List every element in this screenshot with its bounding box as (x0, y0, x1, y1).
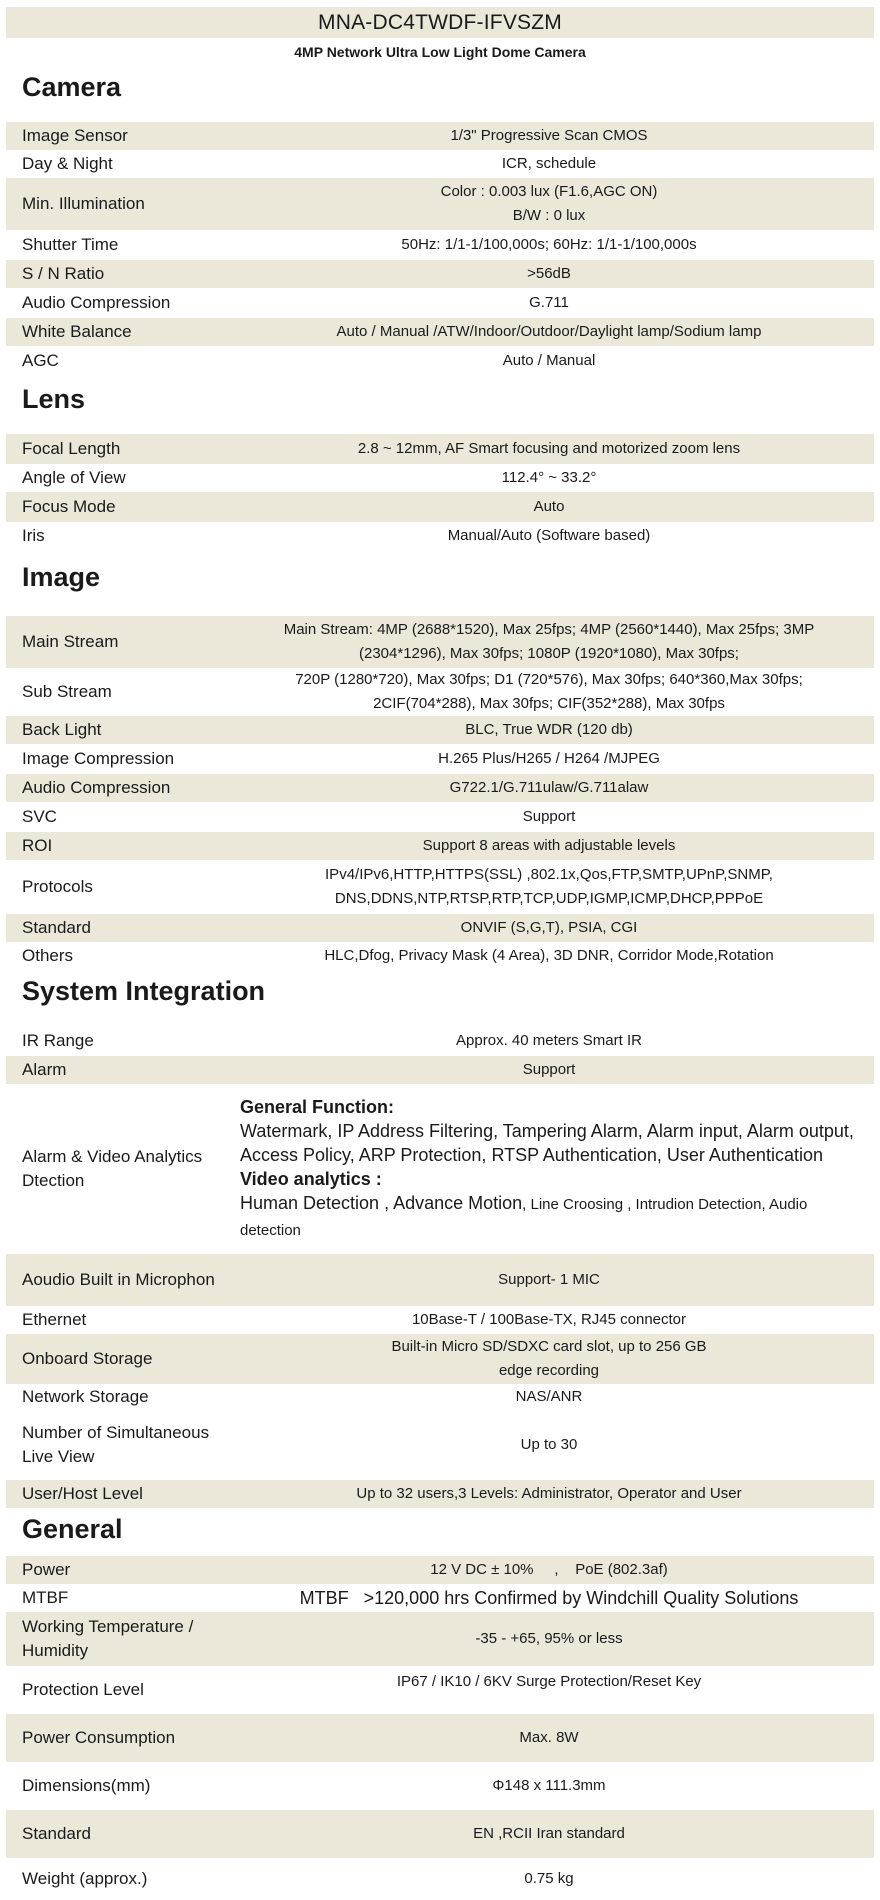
spec-value: Up to 32 users,3 Levels: Administrator, Operator and User (356, 1485, 742, 1502)
spec-label: Day & Night (22, 154, 113, 173)
spec-label: Iris (22, 526, 45, 545)
spec-value-line: B/W : 0 lux (512, 207, 586, 224)
spec-row (6, 744, 874, 774)
spec-value: 10Base-T / 100Base-TX, RJ45 connector (411, 1311, 687, 1328)
spec-row (6, 860, 874, 914)
spec-value: Up to 30 (520, 1436, 578, 1453)
section-lens: Lens (22, 384, 86, 414)
spec-row (6, 1612, 874, 1666)
spec-label: User/Host Level (22, 1484, 143, 1503)
spec-label: Working Temperature / Humidity (22, 1617, 194, 1660)
video-analytics-heading: Video analytics : (240, 1169, 382, 1189)
spec-row (6, 522, 874, 550)
spec-value: Auto / Manual /ATW/Indoor/Outdoor/Daylight lamp/Sodium lamp (336, 323, 762, 340)
spec-label: SVC (22, 807, 57, 826)
spec-row (6, 288, 874, 318)
section-image: Image (22, 562, 101, 592)
spec-value: 12 V DC ± 10% , PoE (802.3af) (430, 1561, 668, 1578)
spec-label: ROI (22, 836, 53, 855)
spec-row (6, 668, 874, 716)
section-camera: Camera (22, 72, 122, 102)
spec-label: AGC (22, 351, 59, 370)
spec-label: Main Stream (22, 632, 119, 651)
spec-row (6, 1384, 874, 1410)
video-analytics-extra: , Line Croosing , Intrudion Detection, Audio detection (240, 1196, 808, 1239)
spec-label: IR Range (22, 1031, 94, 1050)
spec-value: Auto / Manual (502, 352, 596, 369)
spec-value-line: (2304*1296), Max 30fps; 1080P (1920*1080), Max 30fps; (359, 645, 739, 662)
spec-label: Dimensions(mm) (22, 1776, 151, 1795)
spec-value-line: Main Stream: 4MP (2688*1520), Max 25fps; 4MP (2560*1440), Max 25fps; 3MP (283, 621, 815, 638)
spec-value-line: edge recording (498, 1362, 600, 1379)
spec-row (6, 616, 874, 668)
spec-value: Φ148 x 111.3mm (492, 1777, 606, 1794)
spec-value: BLC, True WDR (120 db) (465, 721, 633, 738)
spec-row (6, 1810, 874, 1858)
spec-label: Audio Compression (22, 293, 171, 312)
spec-row (6, 1410, 874, 1480)
spec-row (6, 1666, 874, 1714)
spec-value-line: 720P (1280*720), Max 30fps; D1 (720*576), Max 30fps; 640*360,Max 30fps; (295, 671, 803, 688)
spec-label: Sub Stream (22, 682, 112, 701)
video-analytics-text (240, 1191, 862, 1243)
spec-row (6, 1480, 874, 1508)
spec-label: Angle of View (22, 468, 126, 487)
spec-value: ICR, schedule (501, 155, 597, 172)
spec-value: 2.8 ~ 12mm, AF Smart focusing and motorized zoom lens (357, 440, 741, 457)
spec-value-line: DNS,DDNS,NTP,RTSP,RTP,TCP,UDP,IGMP,ICMP,DHCP,PPPoE (334, 890, 764, 907)
spec-row (6, 346, 874, 376)
product-subtitle: 4MP Network Ultra Low Light Dome Camera (294, 44, 586, 60)
spec-label: Standard (22, 918, 91, 937)
spec-label: Image Sensor (22, 126, 128, 145)
spec-row (6, 1556, 874, 1584)
spec-row (6, 1084, 874, 1254)
spec-row (6, 178, 874, 230)
spec-row (6, 1714, 874, 1762)
spec-row (6, 492, 874, 522)
analytics-description (240, 1084, 862, 1254)
spec-value (236, 178, 862, 230)
spec-row (6, 1056, 874, 1084)
spec-value: -35 - +65, 95% or less (475, 1630, 623, 1647)
spec-label: Image Compression (22, 749, 175, 768)
spec-label: Alarm (22, 1060, 67, 1079)
spec-label: Ethernet (22, 1310, 87, 1329)
spec-label: Power (22, 1560, 71, 1579)
spec-label: Focus Mode (22, 497, 116, 516)
spec-value (236, 668, 862, 716)
spec-label: Standard (22, 1824, 91, 1843)
video-analytics-main: Human Detection , Advance Motion (240, 1193, 523, 1213)
spec-label: Aoudio Built in Microphon (22, 1270, 215, 1289)
general-function-heading: General Function: (240, 1097, 395, 1117)
spec-value: Max. 8W (519, 1729, 579, 1746)
model-title: MNA-DC4TWDF-IFVSZM (318, 11, 562, 34)
spec-label: Audio Compression (22, 778, 171, 797)
spec-row (6, 318, 874, 346)
general-function-text: Watermark, IP Address Filtering, Tampering Alarm, Alarm input, Alarm output, Access Policy, ARP Protection, RTSP Authentication, User Authentication (240, 1121, 854, 1165)
spec-row (6, 716, 874, 744)
spec-row (6, 1762, 874, 1810)
spec-row (6, 1334, 874, 1384)
spec-value: MTBF >120,000 hrs Confirmed by Windchill Quality Solutions (299, 1588, 799, 1608)
spec-label: Onboard Storage (22, 1349, 153, 1368)
spec-value-line: Color : 0.003 lux (F1.6,AGC ON) (440, 183, 658, 200)
spec-label: Min. Illumination (22, 194, 145, 213)
spec-label: Alarm & Video Analytics Dtection (22, 1147, 203, 1190)
spec-value: G.711 (529, 294, 569, 311)
spec-value: NAS/ANR (515, 1388, 583, 1405)
spec-label: MTBF (22, 1588, 69, 1607)
spec-value (236, 616, 862, 668)
spec-label: White Balance (22, 322, 132, 341)
spec-label: Protection Level (22, 1680, 144, 1699)
spec-row (6, 1858, 874, 1900)
spec-value: Support- 1 MIC (498, 1271, 600, 1288)
spec-row (6, 260, 874, 288)
spec-row (6, 122, 874, 150)
spec-value: 50Hz: 1/1-1/100,000s; 60Hz: 1/1-1/100,000s (401, 236, 697, 253)
spec-label: Shutter Time (22, 235, 119, 254)
spec-label: Weight (approx.) (22, 1869, 148, 1888)
spec-row (6, 1306, 874, 1334)
spec-value: Support 8 areas with adjustable levels (422, 837, 676, 854)
spec-row (6, 434, 874, 464)
spec-value: >56dB (527, 265, 571, 282)
spec-value: Auto (533, 498, 565, 515)
spec-value: H.265 Plus/H265 / H264 /MJPEG (438, 750, 660, 767)
spec-value: ONVIF (S,G,T), PSIA, CGI (460, 919, 638, 936)
spec-row (6, 230, 874, 260)
spec-label: Protocols (22, 877, 93, 896)
spec-value (236, 1334, 862, 1384)
spec-row (6, 774, 874, 802)
spec-label: Focal Length (22, 439, 121, 458)
spec-value-line: Built-in Micro SD/SDXC card slot, up to 256 GB (391, 1338, 707, 1355)
spec-row (6, 914, 874, 942)
spec-label: S / N Ratio (22, 264, 105, 283)
spec-value: Approx. 40 meters Smart IR (456, 1032, 642, 1049)
spec-row (6, 1584, 874, 1612)
spec-value: HLC,Dfog, Privacy Mask (4 Area), 3D DNR, Corridor Mode,Rotation (324, 947, 774, 964)
spec-value-line: 2CIF(704*288), Max 30fps; CIF(352*288), Max 30fps (373, 695, 725, 712)
spec-row (6, 464, 874, 492)
spec-value: Manual/Auto (Software based) (447, 527, 651, 544)
spec-value: Support (522, 1061, 576, 1078)
spec-row (6, 1026, 874, 1056)
spec-value: Support (522, 808, 576, 825)
spec-value: G722.1/G.711ulaw/G.711alaw (449, 779, 649, 796)
spec-value: IP67 / IK10 / 6KV Surge Protection/Reset Key (396, 1673, 702, 1690)
spec-row (6, 150, 874, 178)
spec-label: Network Storage (22, 1387, 149, 1406)
spec-row (6, 802, 874, 832)
spec-label: Others (22, 946, 74, 965)
spec-row (6, 942, 874, 970)
spec-row (6, 832, 874, 860)
spec-value: 1/3" Progressive Scan CMOS (450, 127, 648, 144)
spec-value: EN ,RCII Iran standard (473, 1825, 625, 1842)
spec-value: 112.4° ~ 33.2° (501, 469, 597, 486)
section-general: General (22, 1514, 123, 1544)
section-system-integration: System Integration (22, 976, 266, 1006)
spec-value-line: IPv4/IPv6,HTTP,HTTPS(SSL) ,802.1x,Qos,FTP,SMTP,UPnP,SNMP, (325, 866, 773, 883)
spec-label: Power Consumption (22, 1728, 176, 1747)
spec-value (236, 860, 862, 914)
spec-label: Back Light (22, 720, 102, 739)
spec-label: Number of Simultaneous Live View (22, 1423, 210, 1466)
spec-row (6, 1254, 874, 1306)
spec-value: 0.75 kg (524, 1870, 574, 1887)
